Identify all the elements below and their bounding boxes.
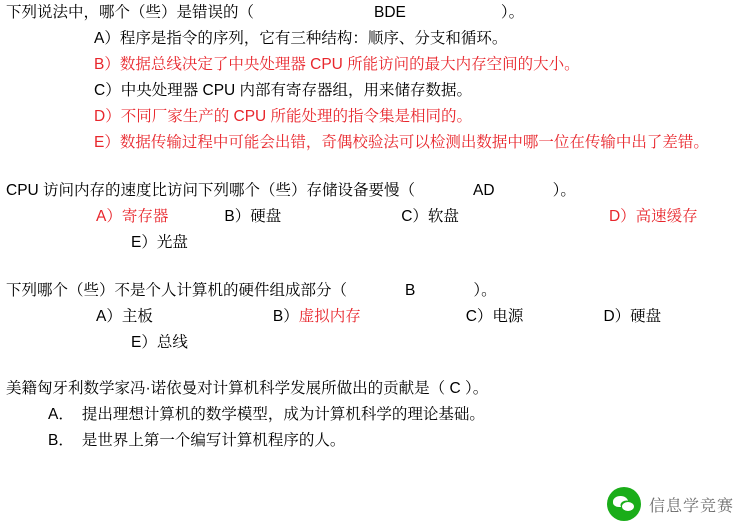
option-label: C）: [465, 308, 493, 325]
option-text: 寄存器: [121, 208, 169, 225]
option-row: [6, 104, 736, 130]
option-text: 主板: [121, 308, 153, 325]
option-row: [6, 26, 736, 52]
option-text: 总线: [156, 334, 188, 351]
inline-options-row: [6, 304, 736, 330]
option-text: 不同厂家生产的 CPU 所能处理的指令集是相同的。: [120, 108, 473, 125]
option-label: E）: [94, 134, 120, 151]
option-label: B）: [224, 208, 251, 225]
question-stem-3: [6, 278, 736, 304]
inline-options-row-cont: [6, 230, 736, 256]
spacer: [0, 256, 744, 278]
option-label: B）: [272, 308, 299, 325]
option-label: E）: [131, 234, 157, 251]
question-stem-suffix: ）。: [500, 4, 525, 21]
question-answer: AD: [473, 182, 495, 199]
option-text: 中央处理器 CPU 内部有寄存器组，用来储存数据。: [120, 82, 473, 99]
inline-options-row-cont: [6, 330, 736, 356]
question-block-3: [0, 278, 744, 356]
option-text: 电源: [492, 308, 524, 325]
option-label: A）: [94, 30, 120, 47]
option-label: E）: [131, 334, 157, 351]
option-text: 硬盘: [630, 308, 662, 325]
question-answer: BDE: [374, 4, 406, 21]
option-text: 是世界上第一个编写计算机程序的人。: [81, 432, 346, 449]
question-stem-suffix: ）。: [473, 282, 497, 299]
option-label: A）: [96, 208, 122, 225]
spacer: [0, 356, 744, 376]
option-label: A）: [96, 308, 122, 325]
option-text: 软盘: [427, 208, 459, 225]
option-text: 虚拟内存: [298, 308, 361, 325]
question-stem-4: 美籍匈牙利数学家冯·诺依曼对计算机科学发展所做出的贡献是（ C ）。: [6, 380, 489, 397]
watermark-text: 信息学竞赛: [648, 497, 734, 515]
option-label: B．: [48, 432, 74, 449]
option-text: 硬盘: [250, 208, 282, 225]
question-stem-prefix: 下列哪个（些）不是个人计算机的硬件组成部分（: [6, 282, 348, 299]
wechat-logo-icon: [607, 487, 641, 521]
option-row: [6, 52, 736, 78]
option-label: B）: [94, 56, 120, 73]
option-row: [6, 402, 736, 428]
option-text: 程序是指令的序列，它有三种结构：顺序、分支和循环。: [119, 30, 508, 47]
option-row: [6, 130, 736, 156]
option-row: [6, 428, 736, 454]
question-stem-prefix: 下列说法中，哪个（些）是错误的（: [6, 4, 255, 21]
option-text: 数据传输过程中可能会出错，奇偶校验法可以检测出数据中哪一位在传输中出了差错。: [119, 134, 709, 151]
question-block-4: [0, 376, 744, 454]
question-stem-prefix: CPU 访问内存的速度比访问下列哪个（些）存储设备要慢（: [6, 182, 416, 199]
question-answer: B: [405, 282, 416, 299]
question-block-2: [0, 178, 744, 256]
spacer: [0, 156, 744, 178]
question-stem-suffix: ）。: [552, 182, 576, 199]
question-stem-2: [6, 178, 736, 204]
option-label: D）: [94, 108, 121, 125]
option-row: [6, 78, 736, 104]
option-label: D）: [608, 208, 636, 225]
option-label: D）: [603, 308, 631, 325]
option-text: 数据总线决定了中央处理器 CPU 所能访问的最大内存空间的大小。: [119, 56, 580, 73]
option-label: C）: [401, 208, 428, 225]
option-text: 高速缓存: [635, 208, 698, 225]
option-label: C）: [94, 82, 121, 99]
watermark: [607, 487, 734, 521]
option-text: 光盘: [156, 234, 188, 251]
question-stem-1: [6, 0, 736, 26]
option-text: 提出理想计算机的数学模型，成为计算机科学的理论基础。: [81, 406, 485, 423]
option-label: A．: [48, 406, 74, 423]
inline-options-row: [6, 204, 736, 230]
question-block-1: [0, 0, 744, 156]
